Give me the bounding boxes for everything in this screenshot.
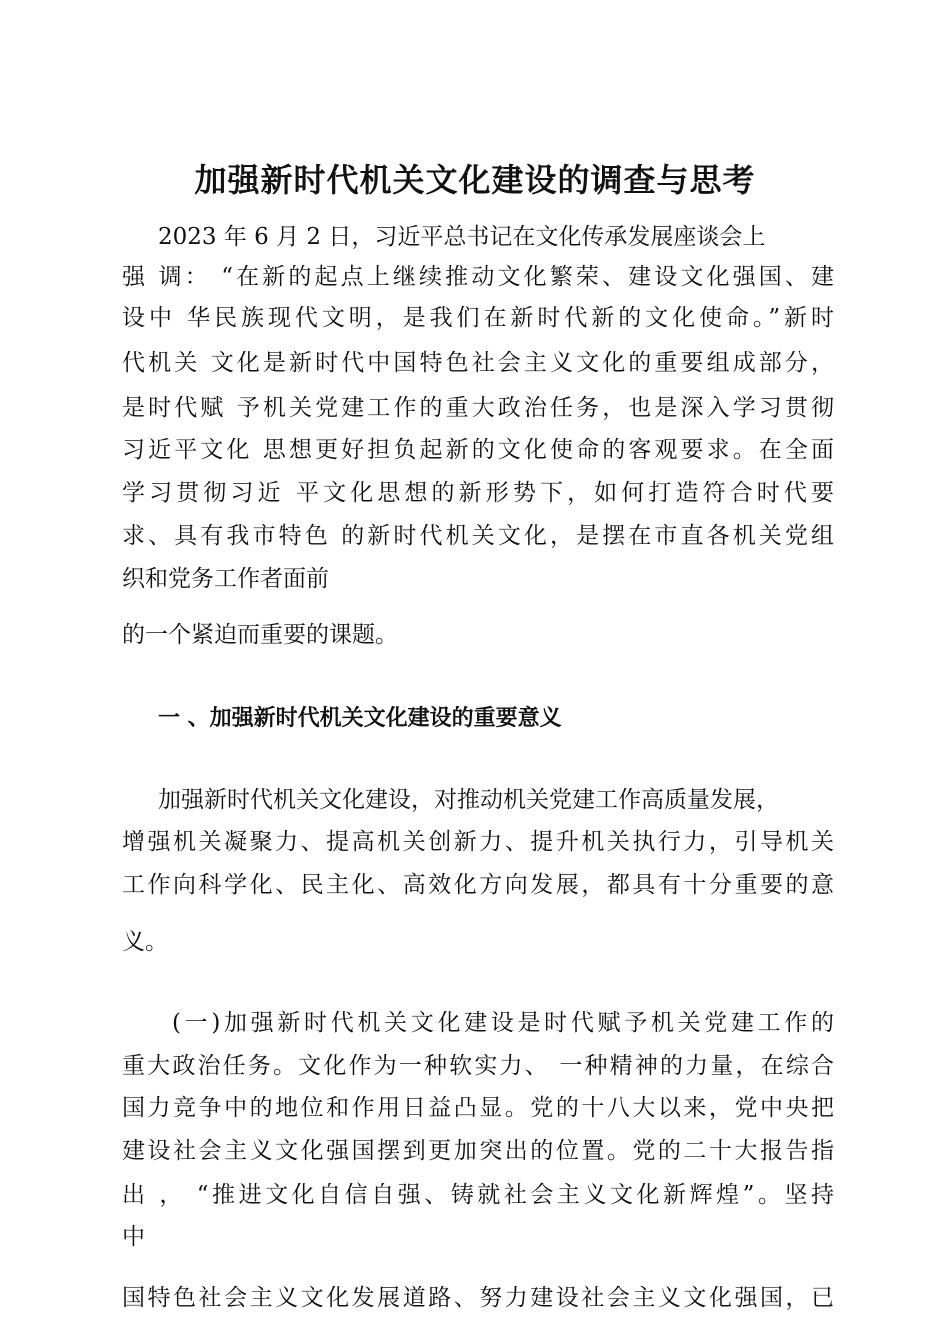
text-line: 是时代赋 予机关党建工作的重大政治任务，也是深入学习贯彻 — [122, 395, 834, 421]
text-line: 织和党务工作者面前 — [122, 566, 329, 592]
text-line: 国特色社会主义文化发展道路、努力建设社会主义文化强国，已 — [122, 1285, 834, 1311]
text-line: (一)加强新时代机关文化建设是时代赋予机关党建工作的 — [172, 1010, 834, 1036]
text-line: 国力竞争中的地位和作用日益凸显。党的十八大以来，党中央把 — [122, 1095, 834, 1121]
text-line: 2023 年 6 月 2 日，习近平总书记在文化传承发展座谈会上 — [158, 224, 766, 250]
text-line: 强 调： “在新的起点上继续推动文化繁荣、建设文化强国、建 — [122, 264, 834, 290]
text-line: 学习贯彻习近 平文化思想的新形势下，如何打造符合时代要 — [122, 480, 834, 506]
text-line: 出 ， “推进文化自信自强、铸就社会主义文化新辉煌”。坚持 — [122, 1182, 834, 1208]
text-line: 代机关 文化是新时代中国特色社会主义文化的重要组成部分， — [122, 350, 834, 376]
section-heading: 一 、加强新时代机关文化建设的重要意义 — [158, 705, 562, 731]
text-line: 加强新时代机关文化建设，对推动机关党建工作高质量发展， — [158, 787, 779, 813]
text-line: 工作向科学化、民主化、高效化方向发展，都具有十分重要的意 — [122, 872, 834, 898]
text-line: 设中 华民族现代文明，是我们在新时代新的文化使命。”新时 — [122, 305, 834, 331]
text-line: 的一个紧迫而重要的课题。 — [122, 622, 398, 648]
text-line: 建设社会主义文化强国摆到更加突出的位置。党的二十大报告指 — [122, 1138, 834, 1164]
text-line: 习近平文化 思想更好担负起新的文化使命的客观要求。在全面 — [122, 437, 834, 463]
text-line: 中 — [122, 1224, 145, 1250]
text-line: 重大政治任务。文化作为一种软实力、 一种精神的力量，在综合 — [122, 1053, 834, 1079]
text-line: 增强机关凝聚力、提高机关创新力、提升机关执行力，引导机关 — [122, 829, 834, 855]
text-line: 义。 — [122, 929, 168, 955]
document-title: 加强新时代机关文化建设的调查与思考 — [194, 161, 756, 199]
text-line: 求、具有我市特色 的新时代机关文化，是摆在市直各机关党组 — [122, 523, 834, 549]
